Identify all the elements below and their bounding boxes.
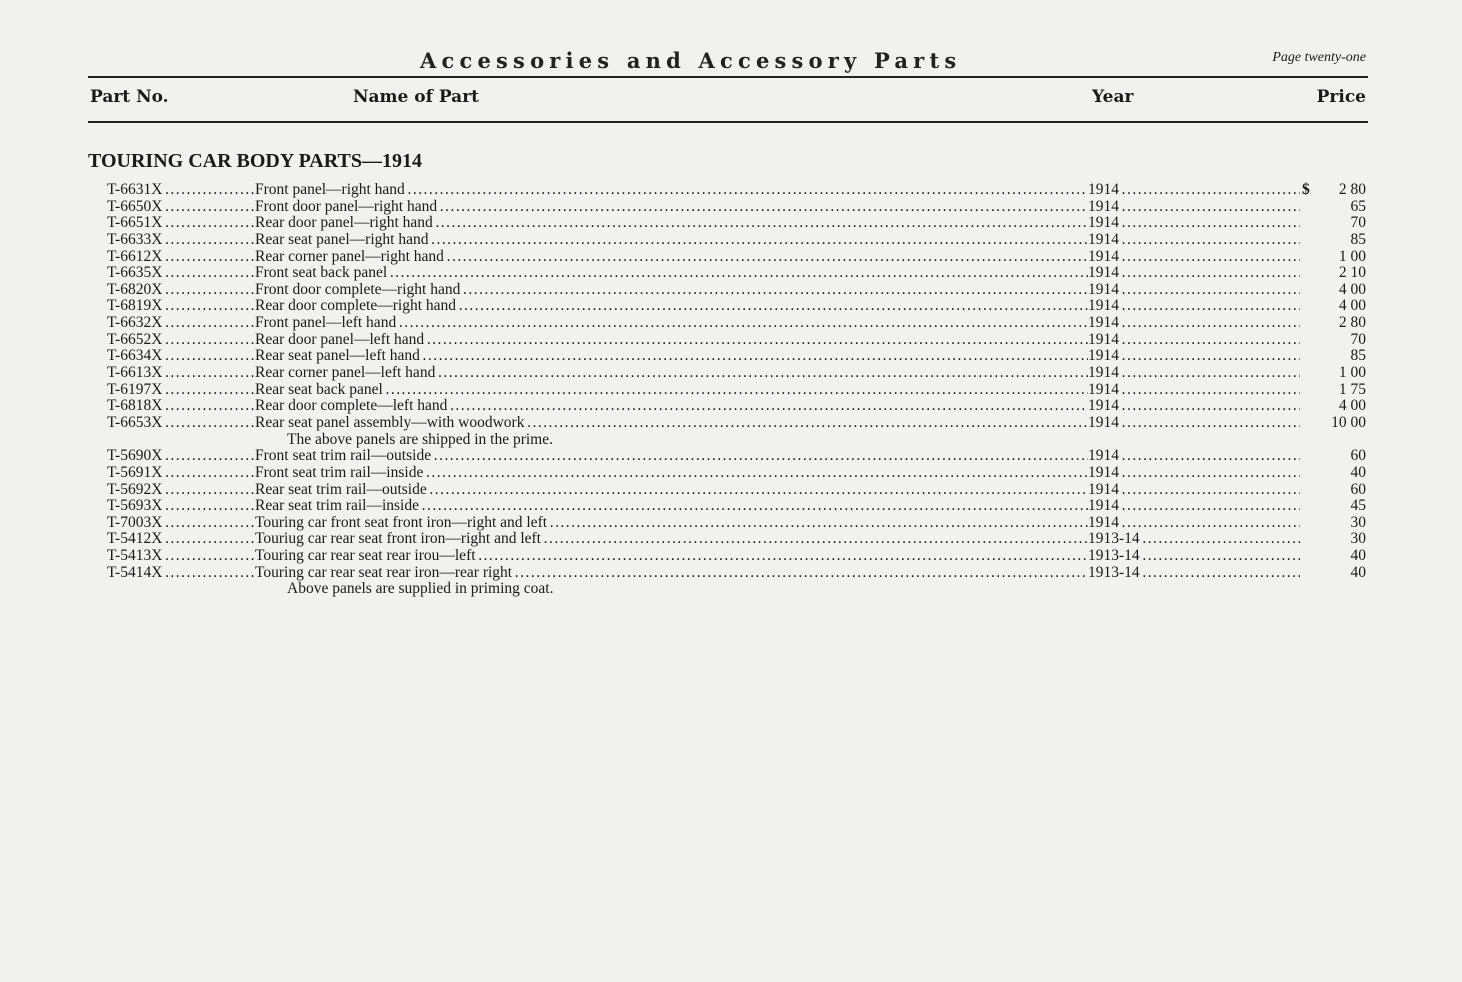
- page-number: Page twenty-one: [1272, 50, 1366, 65]
- part-number: T-6650X . . .: [107, 199, 255, 216]
- part-number: T-6632X . . .: [107, 315, 255, 332]
- part-year: 1914 . . .: [1088, 182, 1300, 199]
- part-name: Front seat back panel . . .: [255, 265, 1088, 282]
- table-row: [0, 498, 1462, 515]
- part-price: 1 75: [1338, 381, 1366, 398]
- part-year: 1914 . . .: [1088, 315, 1300, 332]
- table-row: [0, 282, 1462, 299]
- part-number: T-5691X . . .: [107, 465, 255, 482]
- part-name: Front seat trim rail—outside . . .: [255, 448, 1088, 465]
- part-name: Front panel—right hand . . .: [255, 182, 1088, 199]
- part-price: 4 00: [1338, 398, 1366, 415]
- part-number: T-5692X . . .: [107, 482, 255, 499]
- parts-table: [0, 182, 1462, 598]
- part-price: 30: [1350, 531, 1366, 548]
- part-number: T-5693X . . .: [107, 498, 255, 515]
- part-name: Rear seat trim rail—outside . . .: [255, 482, 1088, 499]
- part-year: 1914 . . .: [1088, 465, 1300, 482]
- part-price: 70: [1350, 215, 1366, 232]
- part-price: 45: [1350, 498, 1366, 515]
- part-number: T-6635X . . .: [107, 265, 255, 282]
- part-number: T-6631X . . .: [107, 182, 255, 199]
- table-row: [0, 365, 1462, 382]
- table-row: [0, 315, 1462, 332]
- table-row: [0, 548, 1462, 565]
- part-price: 70: [1350, 331, 1366, 348]
- part-year: 1914 . . .: [1088, 498, 1300, 515]
- column-header-rule: [88, 121, 1368, 123]
- part-price: 65: [1350, 198, 1366, 215]
- part-price: 2 80: [1338, 315, 1366, 332]
- part-name: Touring car front seat front iron—right and left . . .: [255, 515, 1088, 532]
- table-row: [0, 348, 1462, 365]
- part-name: Rear door panel—left hand . . .: [255, 332, 1088, 349]
- part-year: 1914 . . .: [1088, 215, 1300, 232]
- section-title: TOURING CAR BODY PARTS—1914: [88, 150, 422, 172]
- table-row: [0, 565, 1462, 582]
- table-note: Above panels are supplied in priming coat.: [287, 581, 554, 598]
- part-price: 40: [1350, 464, 1366, 481]
- part-number: T-6634X . . .: [107, 348, 255, 365]
- column-header-price: Price: [1316, 87, 1366, 107]
- part-number: T-6653X . . .: [107, 415, 255, 432]
- part-price: 4 00: [1338, 298, 1366, 315]
- part-price: 4 00: [1338, 281, 1366, 298]
- part-year: 1914 . . .: [1088, 398, 1300, 415]
- part-name: Rear seat panel—left hand . . .: [255, 348, 1088, 365]
- part-year: 1914 . . .: [1088, 365, 1300, 382]
- part-name: Front door panel—right hand . . .: [255, 199, 1088, 216]
- part-year: 1914 . . .: [1088, 348, 1300, 365]
- part-number: T-5414X . . .: [107, 565, 255, 582]
- part-price: 85: [1350, 231, 1366, 248]
- part-number: T-5412X . . .: [107, 531, 255, 548]
- part-number: T-6613X . . .: [107, 365, 255, 382]
- part-year: 1914 . . .: [1088, 199, 1300, 216]
- table-row: [0, 382, 1462, 399]
- part-price: 60: [1350, 448, 1366, 465]
- part-number: T-6633X . . .: [107, 232, 255, 249]
- part-name: Front door complete—right hand . . .: [255, 282, 1088, 299]
- part-price: 2 10: [1338, 265, 1366, 282]
- part-name: Rear seat panel assembly—with woodwork . . .: [255, 415, 1088, 432]
- part-year: 1914 . . .: [1088, 332, 1300, 349]
- part-year: 1914 . . .: [1088, 515, 1300, 532]
- part-name: Rear seat trim rail—inside . . .: [255, 498, 1088, 515]
- part-year: 1914 . . .: [1088, 482, 1300, 499]
- table-note: The above panels are shipped in the prime.: [287, 431, 553, 448]
- part-number: T-6652X . . .: [107, 332, 255, 349]
- table-row: [0, 448, 1462, 465]
- part-price: 2 80: [1338, 182, 1366, 198]
- part-number: T-6651X . . .: [107, 215, 255, 232]
- table-row: [0, 298, 1462, 315]
- part-number: T-6819X . . .: [107, 298, 255, 315]
- table-row: [0, 482, 1462, 499]
- part-year: 1913-14 . . .: [1088, 565, 1300, 582]
- part-year: 1913-14 . . .: [1088, 531, 1300, 548]
- part-name: Touring car rear seat rear irou—left . . .: [255, 548, 1088, 565]
- table-note-row: [0, 581, 1462, 598]
- part-name: Front panel—left hand . . .: [255, 315, 1088, 332]
- table-row: [0, 465, 1462, 482]
- part-price: 40: [1350, 548, 1366, 565]
- table-note-row: [0, 432, 1462, 449]
- part-year: 1914 . . .: [1088, 415, 1300, 432]
- column-header-name: Name of Part: [353, 87, 479, 107]
- part-year: 1914 . . .: [1088, 448, 1300, 465]
- part-number: T-6612X . . .: [107, 249, 255, 266]
- dollar-sign: $: [1302, 182, 1310, 198]
- table-row: [0, 332, 1462, 349]
- table-row: [0, 515, 1462, 532]
- part-price: 1 00: [1338, 248, 1366, 265]
- table-row: [0, 265, 1462, 282]
- table-row: [0, 215, 1462, 232]
- part-price: 10 00: [1331, 414, 1366, 431]
- part-name: Front seat trim rail—inside . . .: [255, 465, 1088, 482]
- part-name: Rear door panel—right hand . . .: [255, 215, 1088, 232]
- part-number: T-5413X . . .: [107, 548, 255, 565]
- part-year: 1914 . . .: [1088, 249, 1300, 266]
- part-name: Rear seat back panel . . .: [255, 382, 1088, 399]
- part-number: T-7003X . . .: [107, 515, 255, 532]
- column-header-year: Year: [1092, 87, 1134, 107]
- part-name: Rear door complete—left hand . . .: [255, 398, 1088, 415]
- part-year: 1913-14 . . .: [1088, 548, 1300, 565]
- table-row: [0, 232, 1462, 249]
- table-row: [0, 182, 1462, 199]
- part-year: 1914 . . .: [1088, 232, 1300, 249]
- part-name: Touriug car rear seat front iron—right and left . . .: [255, 531, 1088, 548]
- part-price: 30: [1350, 514, 1366, 531]
- table-row: [0, 249, 1462, 266]
- part-price: 60: [1350, 481, 1366, 498]
- part-number: T-6197X . . .: [107, 382, 255, 399]
- table-row: [0, 199, 1462, 216]
- part-name: Rear door complete—right hand . . .: [255, 298, 1088, 315]
- part-number: T-5690X . . .: [107, 448, 255, 465]
- page-title: Accessories and Accessory Parts: [420, 48, 962, 73]
- part-price: 1 00: [1338, 365, 1366, 382]
- part-number: T-6820X . . .: [107, 282, 255, 299]
- table-row: [0, 531, 1462, 548]
- header-rule: [88, 76, 1368, 78]
- part-number: T-6818X . . .: [107, 398, 255, 415]
- part-name: Touring car rear seat rear iron—rear right . . .: [255, 565, 1088, 582]
- part-name: Rear corner panel—right hand . . .: [255, 249, 1088, 266]
- table-row: [0, 415, 1462, 432]
- column-header-part-no: Part No.: [90, 87, 169, 107]
- table-row: [0, 398, 1462, 415]
- part-year: 1914 . . .: [1088, 298, 1300, 315]
- part-year: 1914 . . .: [1088, 382, 1300, 399]
- part-name: Rear corner panel—left hand . . .: [255, 365, 1088, 382]
- part-name: Rear seat panel—right hand . . .: [255, 232, 1088, 249]
- part-year: 1914 . . .: [1088, 282, 1300, 299]
- part-price: 40: [1350, 564, 1366, 581]
- part-price: 85: [1350, 348, 1366, 365]
- part-year: 1914 . . .: [1088, 265, 1300, 282]
